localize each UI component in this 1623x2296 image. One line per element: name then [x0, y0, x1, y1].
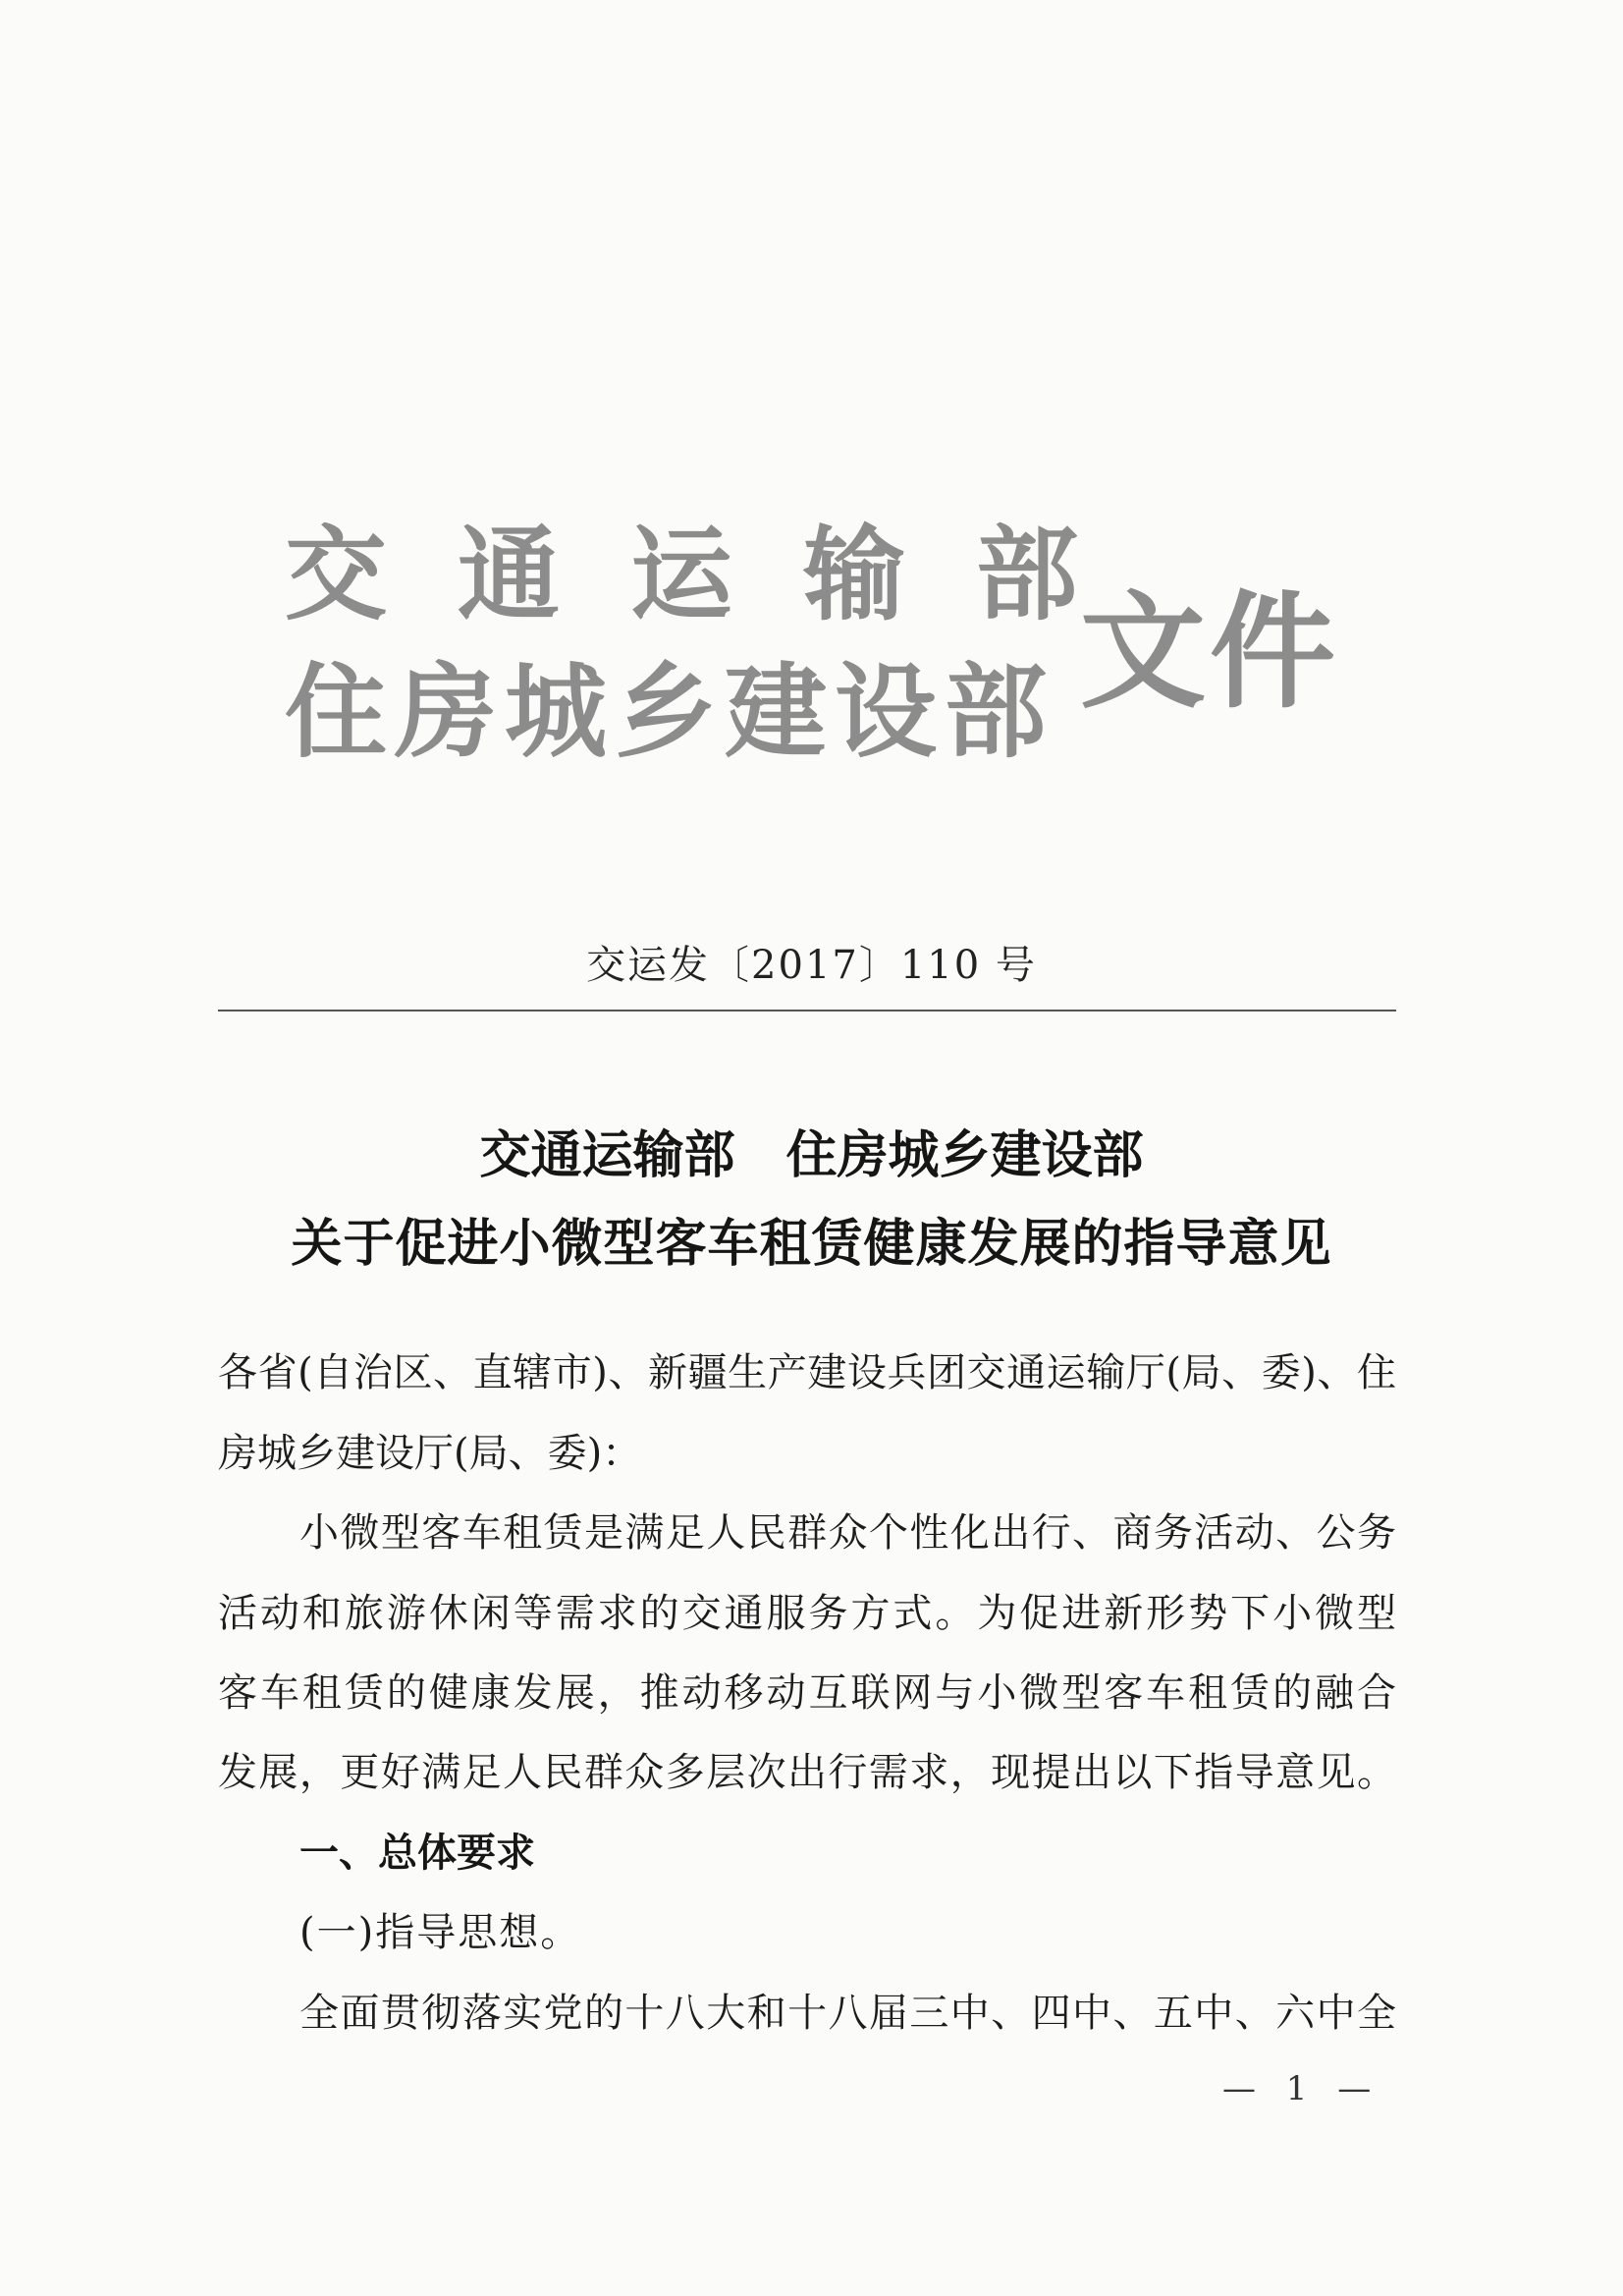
issuer-ministry-of-housing: 住房城乡建设部: [285, 652, 1055, 772]
intro-line-3: 客车租赁的健康发展，推动移动互联网与小微型客车租赁的融合: [218, 1670, 1396, 1716]
addressee-line-1: 各省(自治区、直辖市)、新疆生产建设兵团交通运输厅(局、委)、住: [218, 1350, 1396, 1395]
title-subject: 关于促进小微型客车租赁健康发展的指导意见: [291, 1215, 1332, 1274]
title-issuers: 交通运输部 住房城乡建设部: [479, 1126, 1144, 1185]
issuer-ministry-of-transport: 交通运输部: [285, 515, 1150, 634]
header-divider: [218, 1010, 1396, 1011]
intro-line-1: 小微型客车租赁是满足人民群众个性化出行、商务活动、公务: [299, 1510, 1396, 1556]
document-number: 交运发〔2017〕110 号: [586, 943, 1037, 988]
masthead: [285, 516, 1345, 791]
page-number: — 1 —: [1222, 2069, 1381, 2108]
document-type-label: 文件: [1080, 579, 1340, 726]
intro-line-2: 活动和旅游休闲等需求的交通服务方式。为促进新形势下小微型: [218, 1591, 1396, 1636]
addressee-line-2: 房城乡建设厅(局、委)：: [218, 1431, 642, 1476]
section-heading: 一、总体要求: [299, 1831, 535, 1876]
section-body-line-1: 全面贯彻落实党的十八大和十八届三中、四中、五中、六中全: [299, 1991, 1396, 2036]
section-subheading: (一)指导思想。: [299, 1910, 582, 1955]
intro-line-4: 发展，更好满足人民群众多层次出行需求，现提出以下指导意见。: [218, 1750, 1396, 1795]
